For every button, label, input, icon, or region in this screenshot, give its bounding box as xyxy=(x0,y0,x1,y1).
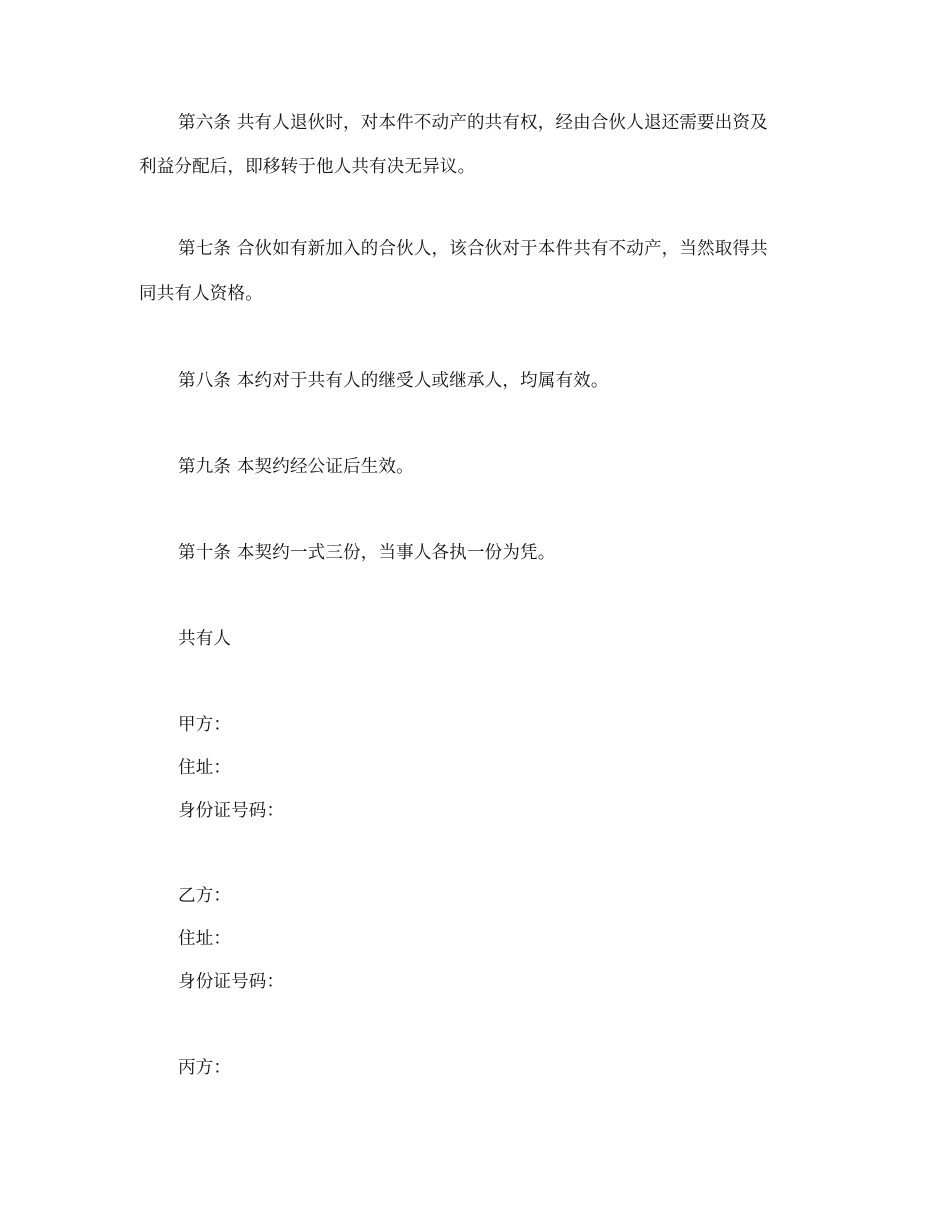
article-9: 第九条 本契约经公证后生效。 xyxy=(178,457,414,477)
party-b-label: 乙方： xyxy=(178,886,232,906)
article-10: 第十条 本契约一式三份，当事人各执一份为凭。 xyxy=(178,543,556,563)
party-a-address: 住址： xyxy=(178,758,232,778)
article-8: 第八条 本约对于共有人的继受人或继承人，均属有效。 xyxy=(178,371,609,391)
article-6-line-1: 第六条 共有人退伙时，对本件不动产的共有权，经由合伙人退还需要出资及 xyxy=(178,113,768,133)
party-a-id-number: 身份证号码： xyxy=(178,801,285,821)
article-7-line-1: 第七条 合伙如有新加入的合伙人，该合伙对于本件共有不动产，当然取得共 xyxy=(178,239,768,259)
party-b-address: 住址： xyxy=(178,929,232,949)
party-c-label: 丙方： xyxy=(178,1058,232,1078)
co-owners-heading: 共有人 xyxy=(178,629,232,649)
party-b-id-number: 身份证号码： xyxy=(178,972,285,992)
party-a-label: 甲方： xyxy=(178,715,232,735)
article-6-line-2: 利益分配后，即移转于他人共有决无异议。 xyxy=(139,157,476,177)
article-7-line-2: 同共有人资格。 xyxy=(139,284,263,304)
